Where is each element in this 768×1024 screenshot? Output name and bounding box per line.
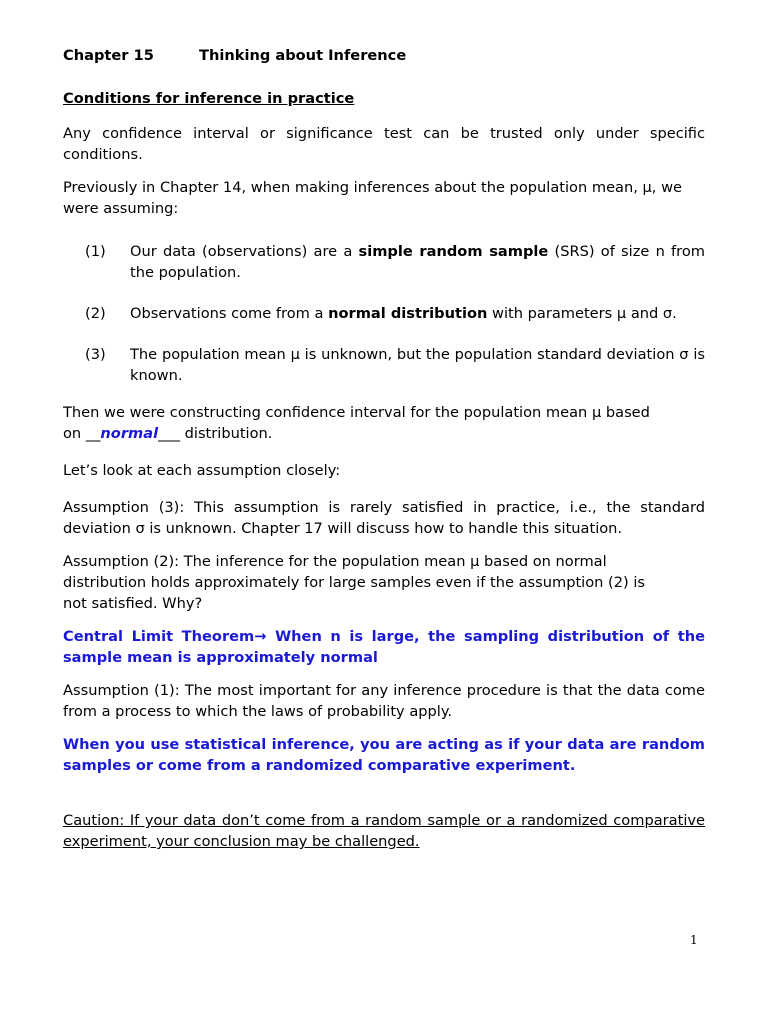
list-number: (3) <box>85 346 106 363</box>
chapter-label: Chapter 15 <box>63 47 154 64</box>
list-item <box>63 241 705 283</box>
chapter-heading <box>63 45 705 66</box>
list-text: Observations come from a normal distribution with parameters μ and σ. <box>130 305 677 322</box>
clt-paragraph: Central Limit Theorem→ When n is large, the sampling distribution of the sample mean is approximately normal <box>63 628 705 666</box>
list-text: Our data (observations) are a simple random sample (SRS) of size n from the population. <box>130 243 705 281</box>
statistical-inference-paragraph: When you use statistical inference, you are acting as if your data are random samples or come from a randomized comparative experiment. <box>63 736 705 774</box>
assumption2-paragraph: Assumption (2): The inference for the population mean μ based on normal distribution holds approximately for large samples even if the assumption (2) is not satisfied. Why? <box>63 553 646 612</box>
intro-paragraph: Any confidence interval or significance test can be trusted only under specific conditions. <box>63 125 705 163</box>
list-item <box>63 303 705 324</box>
constructing-paragraph: Then we were constructing confidence interval for the population mean μ based on __normal___ distribution. <box>63 404 650 442</box>
previously-paragraph: Previously in Chapter 14, when making inferences about the population mean, μ, we were assuming: <box>63 179 682 217</box>
page-number: 1 <box>690 933 698 947</box>
document-page <box>63 45 705 852</box>
list-number: (1) <box>85 243 106 260</box>
list-item <box>63 344 705 386</box>
assumption3-paragraph: Assumption (3): This assumption is rarely satisfied in practice, i.e., the standard deviation σ is unknown. Chapter 17 will discuss how to handle this situation. <box>63 499 705 537</box>
chapter-title: Thinking about Inference <box>199 47 407 64</box>
emphasis-normal: normal distribution <box>328 305 488 322</box>
right-arrow-icon: → <box>254 628 267 645</box>
emphasis-srs: simple random sample <box>358 243 549 260</box>
look-paragraph: Let’s look at each assumption closely: <box>63 462 341 479</box>
section-title: Conditions for inference in practice <box>63 90 355 107</box>
assumption1-paragraph: Assumption (1): The most important for any inference procedure is that the data come from a process to which the laws of probability apply. <box>63 682 705 720</box>
caution-paragraph: Caution: If your data don’t come from a random sample or a randomized comparative experiment, your conclusion may be challenged. <box>63 812 705 850</box>
assumption-list <box>63 241 705 386</box>
list-text: The population mean μ is unknown, but the population standard deviation σ is known. <box>130 346 705 384</box>
fill-in-answer: normal <box>100 425 159 442</box>
list-number: (2) <box>85 305 106 322</box>
